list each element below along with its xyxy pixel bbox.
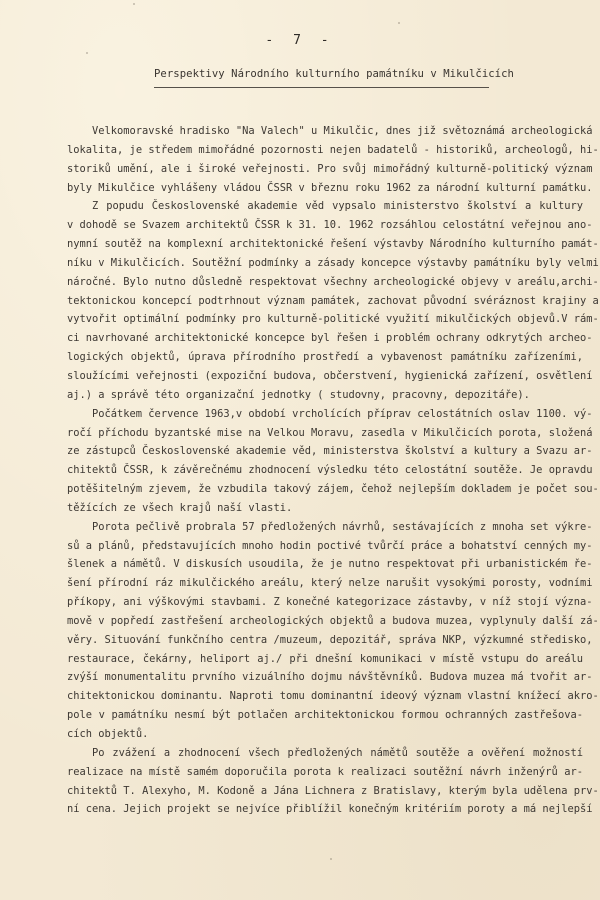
text-line: aj.) a správě této organizační jednotky ( studovny, pracovny, depozitáře).: [67, 388, 530, 401]
paper-speck: [133, 3, 135, 5]
paper-speck: [398, 22, 400, 24]
text-line: storiků umění, ale i široké veřejnosti. Pro svůj mimořádný kulturně-politický význam: [67, 162, 593, 175]
text-line: tektonickou koncepcí podtrhnout význam památek, zachovat původní svéráznost krajiny a: [67, 294, 599, 307]
text-line: chitektů T. Alexyho, M. Kodoně a Jána Lichnera z Bratislavy, kterým byla udělena prv-: [67, 784, 599, 797]
text-line: vytvořit optimální podmínky pro kulturně-politické využití mikulčických objevů.V rám-: [67, 313, 599, 326]
text-line: realizace na místě samém doporučila porota k realizaci soutěžní návrh inženýrů ar-: [67, 765, 583, 778]
text-line: těžících ze všech krajů naší vlasti.: [67, 501, 293, 514]
text-line: restaurace, čekárny, heliport aj./ při dnešní komunikaci v místě vstupu do areálu: [67, 652, 583, 665]
text-line: šení přírodní ráz mikulčického areálu, který nelze narušit vysokými porosty, vodními: [67, 577, 593, 590]
text-line: v dohodě se Svazem architektů ČSSR k 31. 10. 1962 rozsáhlou celostátní veřejnou ano-: [67, 219, 593, 232]
text-line: sloužícími veřejnosti (expoziční budova, občerstvení, hygienická zařízení, osvětlení: [67, 369, 593, 382]
page-number: - 7 -: [265, 33, 335, 48]
text-line: potěšitelným zjevem, že vzbudila takový zájem, čehož nejlepším dokladem je počet sou-: [67, 483, 599, 496]
text-line: Velkomoravské hradisko "Na Valech" u Mikulčic, dnes již světoznámá archeologická: [92, 125, 593, 137]
paragraph: [67, 518, 599, 744]
paragraph: [67, 405, 599, 518]
text-line: níku v Mikulčicích. Soutěžní podmínky a zásady koncepce výstavby památníku byly velmi: [67, 256, 599, 269]
text-line: ročí příchodu byzantské mise na Velkou Moravu, zasedla v Mikulčicích porota, složená: [67, 426, 593, 439]
paragraph: [67, 744, 599, 819]
text-line: šlenek a námětů. V diskusích usoudila, že je nutno respektovat při urbanistickém ře-: [67, 558, 593, 571]
text-line: věry. Situování funkčního centra /muzeum, depozitář, správa NKP, výzkumné středisko,: [67, 633, 593, 646]
text-line: zvýší monumentalitu prvního vizuálního dojmu návštěvníků. Budova muzea má tvořit ar-: [67, 671, 593, 684]
text-line: sů a plánů, představujících mnoho hodin poctivé tvůrčí práce a bohatství cenných my-: [67, 539, 593, 552]
text-line: Z popudu Československé akademie věd vypsalo ministerstvo školství a kultury: [92, 200, 583, 213]
text-line: náročné. Bylo nutno důsledně respektovat všechny archeologické objevy v areálu,archi-: [67, 275, 599, 288]
text-line: ní cena. Jejich projekt se nejvíce přiblížil konečným kritériím poroty a má nejlepší: [67, 803, 593, 816]
document-title: Perspektivy Národního kulturního památníku v Mikulčicích: [154, 68, 514, 80]
paragraph: [67, 197, 599, 404]
paragraph: [67, 122, 599, 197]
text-line: nymní soutěž na komplexní architektonické řešení výstavby Národního kulturního památ-: [67, 238, 599, 251]
title-block: [154, 68, 514, 88]
text-line: cích objektů.: [67, 728, 149, 740]
text-line: mově v popředí zastřešení archeologických objektů a budova muzea, vyplynuly další zá-: [67, 614, 599, 627]
text-line: chitektonickou dominantu. Naproti tomu dominantní ideový význam vlastní knížecí akro-: [67, 690, 599, 703]
title-underline: [154, 87, 489, 88]
body-text: [67, 122, 599, 819]
text-line: byly Mikulčice vyhlášeny vládou ČSSR v březnu roku 1962 za národní kulturní památku.: [67, 181, 593, 194]
text-line: chitektů ČSSR, k závěrečnému zhodnocení výsledku této celostátní soutěže. Je opravdu: [67, 464, 593, 477]
text-line: ci navrhované architektonické koncepce byl řešen i problém ochrany odkrytých archeo-: [67, 332, 593, 345]
text-line: Porota pečlivě probrala 57 předložených návrhů, sestávajících z mnoha set výkre-: [92, 520, 593, 533]
paper-speck: [360, 393, 362, 395]
paper-speck: [330, 858, 332, 860]
text-line: pole v památníku nesmí být potlačen architektonickou formou ochranných zastřešova-: [67, 709, 583, 722]
text-line: Počátkem července 1963,v období vrcholících příprav celostátních oslav 1100. vý-: [92, 407, 593, 420]
text-line: Po zvážení a zhodnocení všech předložených námětů soutěže a ověření možností: [92, 746, 583, 759]
text-line: příkopy, ani výškovými stavbami. Z konečné kategorizace zástavby, v níž stojí význa-: [67, 596, 593, 609]
text-line: ze zástupců Československé akademie věd, ministerstva školství a kultury a Svazu ar-: [67, 445, 593, 458]
text-line: lokalita, je středem mimořádné pozornosti nejen badatelů - historiků, archeologů, hi-: [67, 143, 599, 156]
paper-speck: [86, 52, 88, 54]
text-line: logických objektů, úprava přírodního prostředí a vybavenost památníku zařízeními,: [67, 351, 583, 364]
